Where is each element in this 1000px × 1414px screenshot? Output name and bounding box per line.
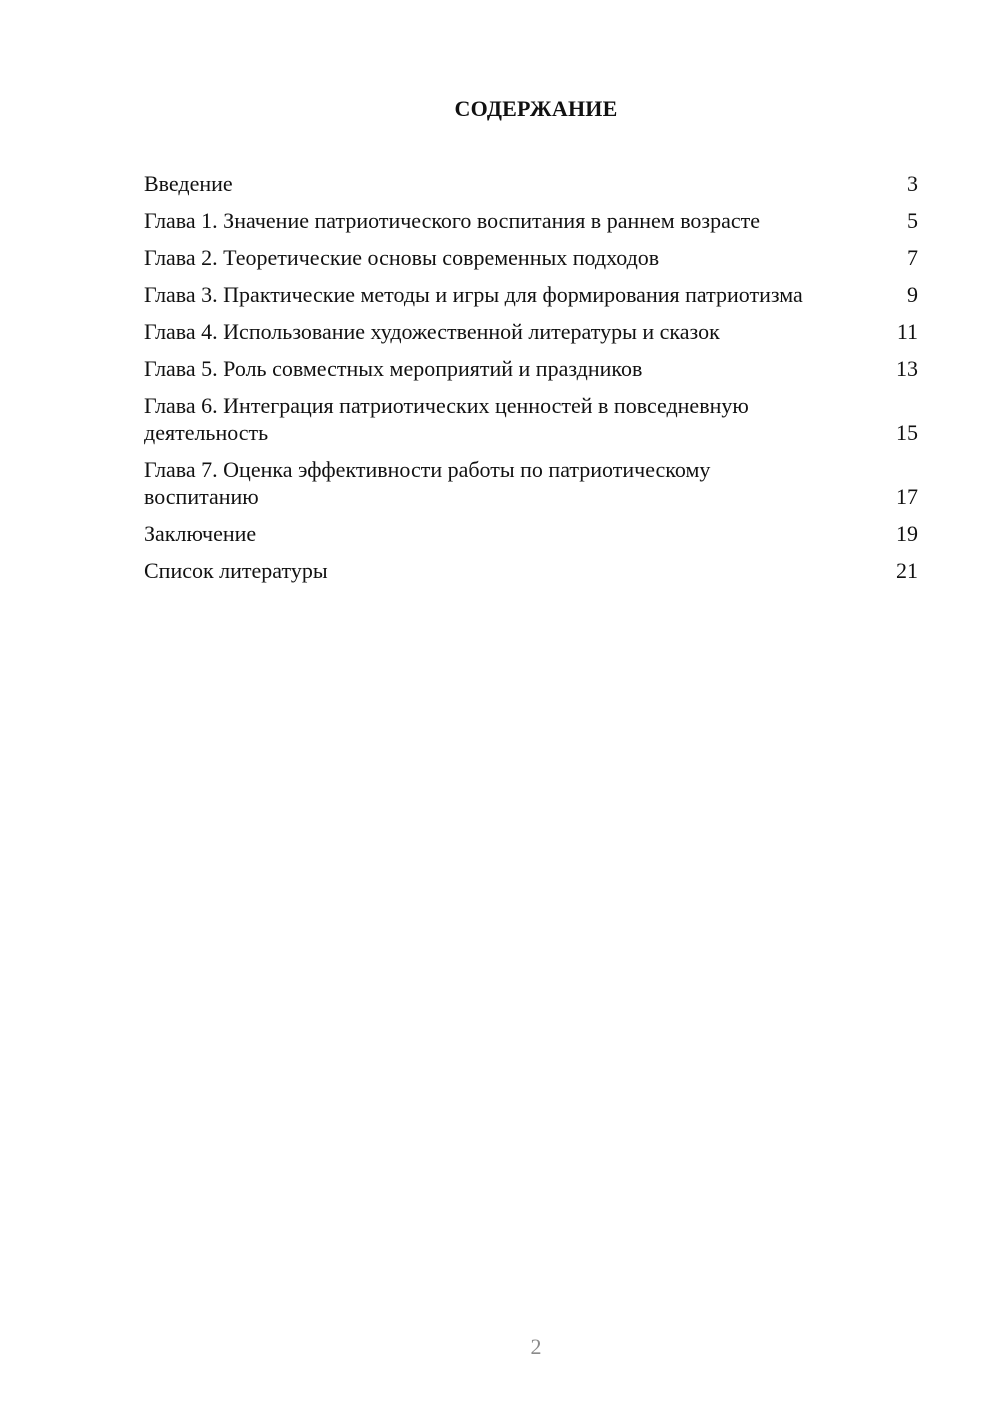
toc-entry-page: 19 [896, 521, 918, 546]
toc-entry-page: 15 [896, 420, 918, 445]
toc-entry-chapter-5 [144, 355, 918, 382]
toc-entry-text: Глава 3. Практические методы и игры для формирования патриотизма [144, 282, 803, 307]
toc-entry-conclusion [144, 520, 918, 547]
toc-entry-page: 9 [907, 282, 918, 307]
toc-entry-text: Заключение [144, 521, 257, 546]
toc-entry-text: Глава 2. Теоретические основы современных подходов [144, 245, 660, 270]
toc-title: СОДЕРЖАНИЕ [454, 96, 618, 121]
toc-entry-chapter-7 [144, 456, 918, 510]
toc-entry-references [144, 557, 918, 584]
toc-entry-page: 21 [896, 558, 918, 583]
page-number: 2 [530, 1334, 542, 1359]
toc-entry-page: 3 [907, 171, 918, 196]
toc-entry-chapter-1 [144, 207, 918, 234]
toc-entry-text: Глава 1. Значение патриотического воспитания в раннем возрасте [144, 208, 761, 233]
toc-entry-page: 5 [907, 208, 918, 233]
toc-entry-text: Глава 7. Оценка эффективности работы по патриотическому воспитанию [144, 457, 711, 509]
toc-entry-introduction [144, 170, 918, 197]
toc-entry-page: 7 [907, 245, 918, 270]
toc-entry-text: Глава 6. Интеграция патриотических ценностей в повседневную деятельность [144, 393, 749, 445]
toc-entry-page: 11 [896, 319, 918, 344]
toc-entry-page: 13 [896, 356, 918, 381]
toc-entry-chapter-3 [144, 281, 918, 308]
toc-entry-page: 17 [896, 484, 918, 509]
toc-entry-chapter-2 [144, 244, 918, 271]
toc-entry-text: Глава 5. Роль совместных мероприятий и праздников [144, 356, 643, 381]
toc-entry-chapter-4 [144, 318, 918, 345]
toc-entry-text: Глава 4. Использование художественной литературы и сказок [144, 319, 720, 344]
toc-entry-chapter-6 [144, 392, 918, 446]
toc-entry-text: Список литературы [144, 558, 328, 583]
toc-entry-text: Введение [144, 171, 233, 196]
table-of-contents [144, 170, 918, 594]
